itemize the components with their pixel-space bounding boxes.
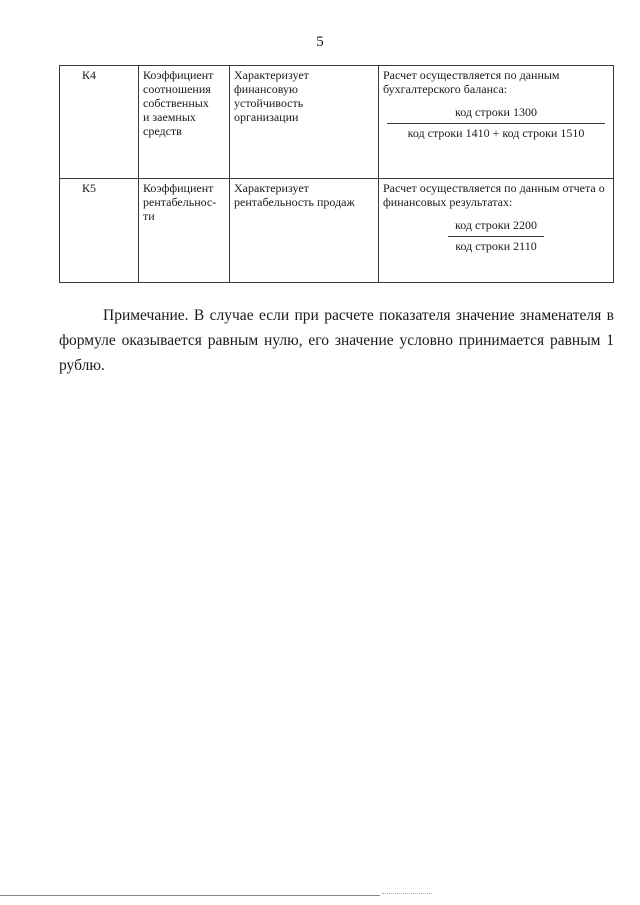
formula-denominator: код строки 1410 + код строки 1510 <box>407 126 585 140</box>
ratio-calculation <box>379 179 614 283</box>
ratio-name-line: и заемных <box>143 110 196 124</box>
ratio-description-line: Характеризует <box>234 181 309 195</box>
ratio-name-line: рентабельнос- <box>143 195 217 209</box>
calculation-text-line: бухгалтерского баланса: <box>383 82 508 96</box>
fraction-line <box>448 236 544 237</box>
formula-denominator: код строки 2110 <box>455 239 537 253</box>
ratio-calculation <box>379 66 614 179</box>
footer-rule <box>0 895 380 896</box>
ratio-name-line: средств <box>143 124 182 138</box>
formula <box>383 105 609 140</box>
ratio-name-line: соотношения <box>143 82 211 96</box>
ratio-name-line: ти <box>143 209 155 223</box>
ratio-description <box>230 66 379 179</box>
ratio-name-line: Коэффициент <box>143 181 214 195</box>
ratio-code: К5 <box>60 179 139 283</box>
fraction-line <box>387 123 605 124</box>
ratio-description-line: финансовую <box>234 82 298 96</box>
ratio-name-line: Коэффициент <box>143 68 214 82</box>
calculation-text-line: Расчет осуществляется по данным <box>383 68 560 82</box>
calculation-text-line: Расчет осуществляется по данным отчета о <box>383 181 605 195</box>
ratio-description-line: Характеризует <box>234 68 309 82</box>
ratio-description <box>230 179 379 283</box>
ratio-description-line: устойчивость <box>234 96 304 110</box>
ratio-name-line: собственных <box>143 96 209 110</box>
ratio-description-line: организации <box>234 110 299 124</box>
ratio-code: К4 <box>60 66 139 179</box>
formula-numerator: код строки 2200 <box>455 218 537 232</box>
table-row <box>60 179 614 283</box>
ratios-table <box>59 65 614 283</box>
formula-numerator: код строки 1300 <box>455 105 537 119</box>
page-number: 5 <box>316 34 324 50</box>
note-paragraph: Примечание. В случае если при расчете показателя значение знаменателя в формуле оказывается равным нулю, его значение условно принимается равным 1 рублю. <box>59 307 614 374</box>
calculation-text-line: финансовых результатах: <box>383 195 513 209</box>
table-row <box>60 66 614 179</box>
ratio-name <box>139 179 230 283</box>
ratio-name <box>139 66 230 179</box>
formula <box>383 218 609 253</box>
footer-dotted-mark <box>382 893 432 898</box>
ratio-description-line: рентабельность продаж <box>234 195 355 209</box>
